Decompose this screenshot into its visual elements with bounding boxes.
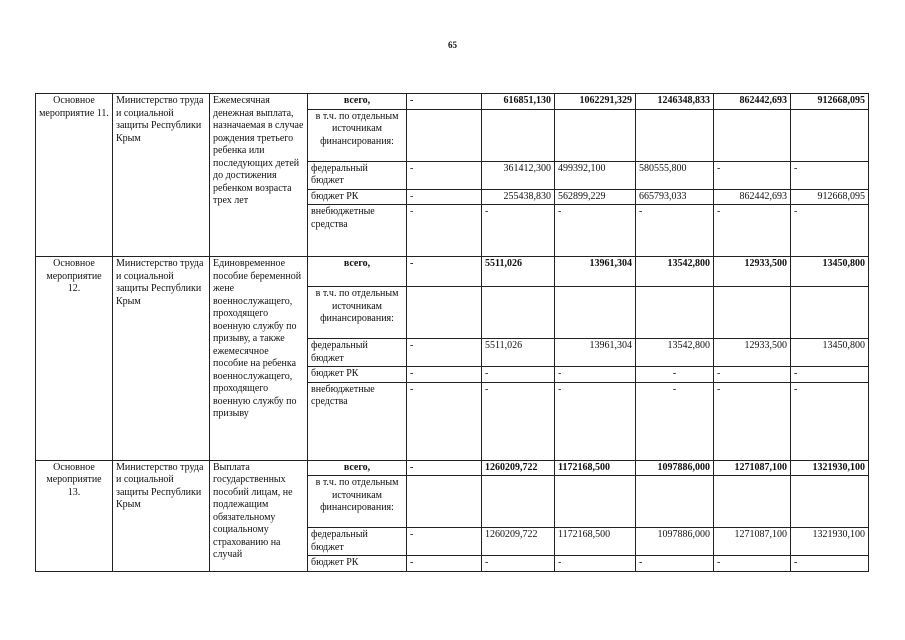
source-label: бюджет РК: [308, 189, 407, 205]
value-cell: [482, 476, 555, 528]
value-cell: -: [714, 367, 791, 383]
value-cell: -: [714, 556, 791, 572]
value-cell: -: [482, 382, 555, 460]
code-cell: -: [407, 205, 482, 257]
value-cell: 13961,304: [555, 257, 636, 287]
value-cell: [791, 287, 869, 339]
value-cell: 862442,693: [714, 189, 791, 205]
value-cell: [714, 287, 791, 339]
value-cell: -: [555, 367, 636, 383]
value-cell: -: [714, 382, 791, 460]
value-cell: -: [714, 161, 791, 189]
value-cell: [555, 476, 636, 528]
value-cell: 1321930,100: [791, 460, 869, 476]
value-cell: 912668,095: [791, 94, 869, 110]
value-cell: 1062291,329: [555, 94, 636, 110]
value-cell: 862442,693: [714, 94, 791, 110]
value-cell: 255438,830: [482, 189, 555, 205]
value-cell: -: [791, 161, 869, 189]
source-label: бюджет РК: [308, 367, 407, 383]
measure-name-cell: Выплата государственных пособий лицам, не подлежащим обязательному социальному страхованию на случай: [210, 460, 308, 571]
code-cell: -: [407, 528, 482, 556]
value-cell: 1271087,100: [714, 460, 791, 476]
value-cell: 361412,300: [482, 161, 555, 189]
code-cell: -: [407, 94, 482, 110]
code-cell: -: [407, 161, 482, 189]
value-cell: 1321930,100: [791, 528, 869, 556]
value-cell: 1260209,722: [482, 460, 555, 476]
measure-name-cell: Единовременное пособие беременной жене военнослужащего, проходящего военную службу по призыву, а также ежемесячное пособие на ребенка военнослужащего, проходящего военную службу по призыву: [210, 257, 308, 461]
executor-cell: Министерство труда и социальной защиты Республики Крым: [113, 460, 210, 571]
value-cell: -: [636, 382, 714, 460]
value-cell: 1271087,100: [714, 528, 791, 556]
code-cell: [407, 109, 482, 161]
value-cell: -: [636, 205, 714, 257]
value-cell: [636, 476, 714, 528]
value-cell: 912668,095: [791, 189, 869, 205]
code-cell: -: [407, 257, 482, 287]
value-cell: -: [791, 205, 869, 257]
value-cell: -: [636, 367, 714, 383]
value-cell: [482, 287, 555, 339]
source-label: всего,: [308, 460, 407, 476]
value-cell: [555, 109, 636, 161]
event-cell: Основное мероприятие 11.: [36, 94, 113, 257]
event-cell: Основное мероприятие 12.: [36, 257, 113, 461]
value-cell: [482, 109, 555, 161]
value-cell: -: [791, 556, 869, 572]
source-label: внебюджетные средства: [308, 382, 407, 460]
source-label: всего,: [308, 257, 407, 287]
value-cell: -: [482, 367, 555, 383]
value-cell: 13961,304: [555, 339, 636, 367]
value-cell: -: [482, 556, 555, 572]
value-cell: -: [555, 556, 636, 572]
value-cell: [636, 109, 714, 161]
value-cell: 5511,026: [482, 257, 555, 287]
value-cell: -: [791, 367, 869, 383]
value-cell: 499392,100: [555, 161, 636, 189]
value-cell: 1097886,000: [636, 528, 714, 556]
value-cell: -: [791, 382, 869, 460]
code-cell: -: [407, 460, 482, 476]
source-label: федеральный бюджет: [308, 339, 407, 367]
value-cell: 13542,800: [636, 257, 714, 287]
code-cell: -: [407, 382, 482, 460]
value-cell: [636, 287, 714, 339]
value-cell: 12933,500: [714, 257, 791, 287]
source-label: федеральный бюджет: [308, 161, 407, 189]
value-cell: -: [555, 205, 636, 257]
code-cell: -: [407, 556, 482, 572]
source-label: бюджет РК: [308, 556, 407, 572]
measure-name-cell: Ежемесячная денежная выплата, назначаемая в случае рождения третьего ребенка или последующих детей до достижения ребенком возраста трех лет: [210, 94, 308, 257]
value-cell: 13450,800: [791, 257, 869, 287]
value-cell: 1260209,722: [482, 528, 555, 556]
value-cell: 616851,130: [482, 94, 555, 110]
value-cell: -: [555, 382, 636, 460]
code-cell: -: [407, 339, 482, 367]
value-cell: [555, 287, 636, 339]
executor-cell: Министерство труда и социальной защиты Республики Крым: [113, 94, 210, 257]
source-label: в т.ч. по отдельным источникам финансирования:: [308, 287, 407, 339]
value-cell: 1246348,833: [636, 94, 714, 110]
value-cell: 5511,026: [482, 339, 555, 367]
value-cell: [791, 476, 869, 528]
value-cell: -: [714, 205, 791, 257]
value-cell: 665793,033: [636, 189, 714, 205]
value-cell: 562899,229: [555, 189, 636, 205]
source-label: в т.ч. по отдельным источникам финансирования:: [308, 109, 407, 161]
value-cell: 1097886,000: [636, 460, 714, 476]
page-number: 65: [448, 40, 457, 50]
value-cell: [791, 109, 869, 161]
value-cell: [714, 476, 791, 528]
source-label: федеральный бюджет: [308, 528, 407, 556]
value-cell: 1172168,500: [555, 460, 636, 476]
code-cell: -: [407, 189, 482, 205]
budget-table: [35, 93, 869, 572]
code-cell: [407, 476, 482, 528]
table-row: [36, 460, 869, 476]
value-cell: -: [636, 556, 714, 572]
code-cell: [407, 287, 482, 339]
value-cell: 580555,800: [636, 161, 714, 189]
table-row: [36, 257, 869, 287]
value-cell: 12933,500: [714, 339, 791, 367]
value-cell: [714, 109, 791, 161]
value-cell: 1172168,500: [555, 528, 636, 556]
source-label: внебюджетные средства: [308, 205, 407, 257]
table-row: [36, 94, 869, 110]
value-cell: 13542,800: [636, 339, 714, 367]
code-cell: -: [407, 367, 482, 383]
event-cell: Основное мероприятие 13.: [36, 460, 113, 571]
executor-cell: Министерство труда и социальной защиты Республики Крым: [113, 257, 210, 461]
source-label: всего,: [308, 94, 407, 110]
value-cell: -: [482, 205, 555, 257]
value-cell: 13450,800: [791, 339, 869, 367]
source-label: в т.ч. по отдельным источникам финансирования:: [308, 476, 407, 528]
